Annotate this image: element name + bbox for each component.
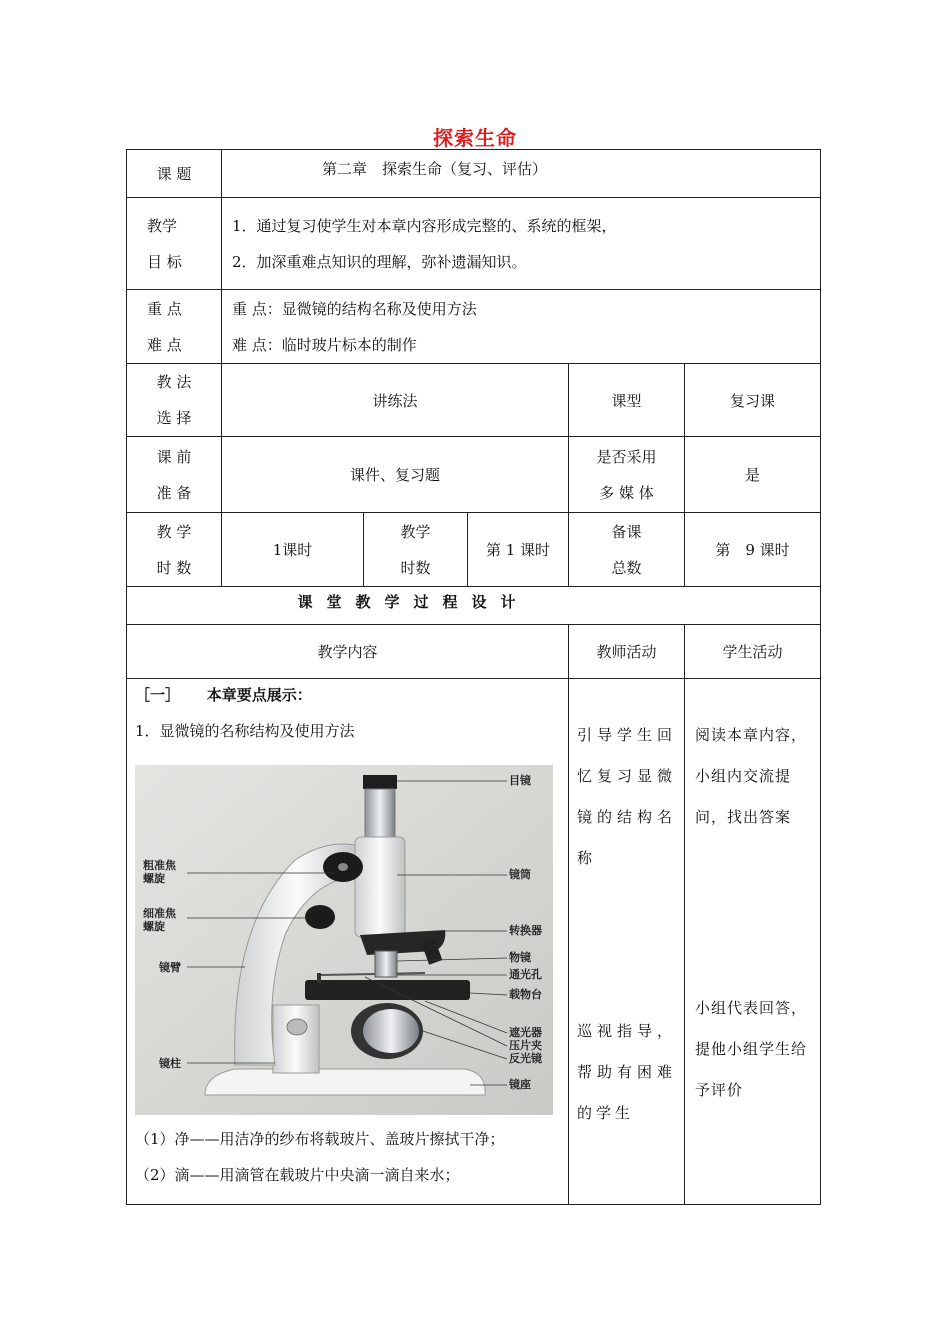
row-method xyxy=(127,364,821,437)
row-focus xyxy=(127,290,821,364)
label-base: 镜座 xyxy=(509,1078,531,1091)
microscope-illustration xyxy=(135,765,553,1115)
row-column-headers xyxy=(127,625,821,679)
objectives-label-1: 教学 xyxy=(147,216,178,235)
label-diaphragm: 遮光器 xyxy=(509,1026,542,1039)
hours-label-b-2: 时数 xyxy=(400,558,431,577)
section-title: 课堂教学过程设计 xyxy=(127,587,821,625)
method-label xyxy=(127,364,222,437)
label-eyepiece: 目镜 xyxy=(509,774,531,787)
method-label-2: 选 择 xyxy=(156,409,192,427)
method-value: 讲练法 xyxy=(222,364,569,437)
row-prep xyxy=(127,437,821,513)
column-header-teacher: 教师活动 xyxy=(569,625,685,679)
focus-label-1: 重 点 xyxy=(147,299,182,318)
row-hours xyxy=(127,513,821,587)
prep-label-1: 课 前 xyxy=(156,447,192,466)
total-label xyxy=(569,513,685,587)
step-2: （2）滴——用滴管在载玻片中央滴一滴自来水； xyxy=(135,1166,460,1184)
focus-label-2: 难 点 xyxy=(147,335,182,354)
row-content xyxy=(127,679,821,1205)
hours-value: 1课时 xyxy=(222,513,364,587)
label-fine-2: 螺旋 xyxy=(143,920,165,933)
page-title: 探索生命 xyxy=(433,126,517,150)
prep-label-2: 准 备 xyxy=(156,483,192,502)
lesson-plan-table xyxy=(126,149,821,1205)
objectives-label-2: 目 标 xyxy=(147,252,182,271)
label-stage: 载物台 xyxy=(509,988,542,1001)
total-value: 第 9 课时 xyxy=(685,513,821,587)
label-pillar: 镜柱 xyxy=(159,1057,181,1070)
row-objectives xyxy=(127,198,821,290)
class-type-value: 复习课 xyxy=(685,364,821,437)
multimedia-label-2: 多 媒 体 xyxy=(599,483,654,502)
section-heading-text: 本章要点展示： xyxy=(206,686,312,704)
teacher-activity-2: 巡视指导，帮助有困难的学生 xyxy=(577,1022,676,1122)
teacher-activity xyxy=(569,679,685,1205)
student-activity-2: 小组代表回答，提他小组学生给予评价 xyxy=(695,999,808,1099)
label-coarse-1: 粗准焦 xyxy=(143,859,176,872)
label-nosepiece: 转换器 xyxy=(509,924,542,937)
multimedia-label-1: 是否采用 xyxy=(596,447,657,466)
step-1: （1）净——用洁净的纱布将载玻片、盖玻片擦拭干净； xyxy=(135,1130,505,1148)
difficult-point: 难 点：临时玻片标本的制作 xyxy=(232,335,417,354)
teacher-activity-1: 引导学生回忆复习显微镜的结构名称 xyxy=(577,726,676,867)
topic-label: 课 题 xyxy=(127,150,222,198)
label-aperture: 通光孔 xyxy=(509,968,542,981)
objectives-content xyxy=(222,198,821,290)
student-activity xyxy=(685,679,821,1205)
class-type-label: 课型 xyxy=(569,364,685,437)
student-activity-1: 阅读本章内容，小组内交流提问，找出答案 xyxy=(695,726,808,826)
hours-label-b xyxy=(364,513,468,587)
column-header-content: 教学内容 xyxy=(127,625,569,679)
microscope-diagram xyxy=(135,765,553,1115)
hours-label-b-1: 教学 xyxy=(400,522,431,541)
prep-value: 课件、复习题 xyxy=(222,437,569,513)
objectives-label xyxy=(127,198,222,290)
label-objective: 物镜 xyxy=(509,951,531,964)
multimedia-label xyxy=(569,437,685,513)
content-item-1: 1．显微镜的名称结构及使用方法 xyxy=(135,722,355,740)
column-header-student: 学生活动 xyxy=(685,625,821,679)
label-arm: 镜臂 xyxy=(159,961,181,974)
label-coarse-adjustment xyxy=(143,859,176,885)
row-topic xyxy=(127,150,821,198)
hours-value-b: 第 1 课时 xyxy=(468,513,569,587)
objective-item: 2．加深重难点知识的理解，弥补遗漏知识。 xyxy=(232,252,527,271)
focus-label xyxy=(127,290,222,364)
objective-item: 1．通过复习使学生对本章内容形成完整的、系统的框架， xyxy=(232,216,617,235)
label-mirror: 反光镜 xyxy=(509,1052,542,1065)
method-label-1: 教 法 xyxy=(156,373,192,391)
hours-label-1: 教 学 xyxy=(156,522,192,541)
label-coarse-2: 螺旋 xyxy=(143,872,165,885)
label-fine-adjustment xyxy=(143,907,176,933)
section-heading-number: ［一］ xyxy=(135,686,181,704)
total-label-2: 总数 xyxy=(611,558,642,577)
multimedia-value: 是 xyxy=(685,437,821,513)
focus-content xyxy=(222,290,821,364)
label-clip: 压片夹 xyxy=(509,1039,542,1052)
topic-value: 第二章 探索生命（复习、评估） xyxy=(222,150,821,198)
total-label-1: 备课 xyxy=(611,522,642,541)
label-tube: 镜筒 xyxy=(509,868,531,881)
hours-label-2: 时 数 xyxy=(156,558,192,577)
row-section-title xyxy=(127,587,821,625)
hours-label xyxy=(127,513,222,587)
teaching-content xyxy=(127,679,569,1205)
prep-label xyxy=(127,437,222,513)
section-heading xyxy=(135,677,560,713)
label-fine-1: 细准焦 xyxy=(143,907,176,920)
key-point: 重 点：显微镜的结构名称及使用方法 xyxy=(232,299,477,318)
